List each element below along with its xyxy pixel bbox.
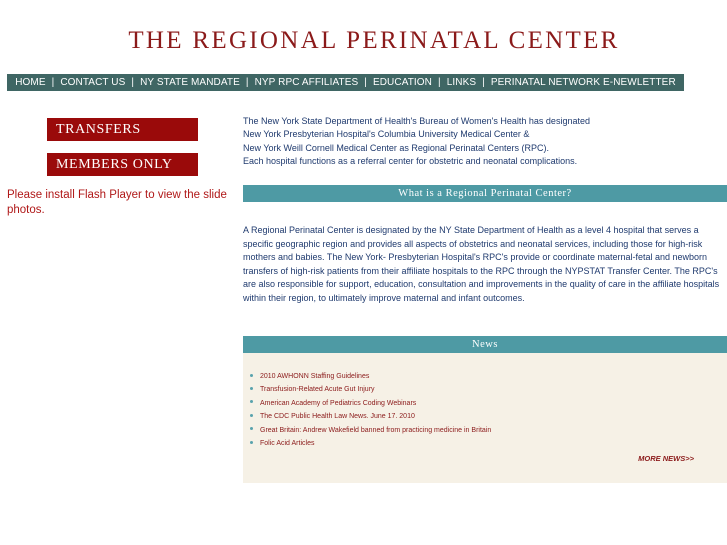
more-news-link[interactable]: MORE NEWS>> bbox=[638, 454, 694, 463]
nav-separator: | bbox=[364, 77, 367, 88]
flash-player-message: Please install Flash Player to view the slide photos. bbox=[7, 189, 227, 216]
news-heading: News bbox=[243, 336, 727, 353]
intro-line: New York Weill Cornell Medical Center as Regional Perinatal Centers (RPC). bbox=[243, 142, 549, 153]
news-item-label[interactable]: The CDC Public Health Law News. June 17. 2010 bbox=[260, 413, 415, 421]
news-item[interactable] bbox=[250, 410, 491, 423]
news-item[interactable] bbox=[250, 424, 491, 437]
bullet-icon bbox=[250, 387, 253, 390]
bullet-icon bbox=[250, 374, 253, 377]
main-nav bbox=[7, 74, 684, 91]
nav-separator: | bbox=[438, 77, 441, 88]
nav-separator: | bbox=[245, 77, 249, 88]
nav-separator: | bbox=[51, 77, 55, 88]
nav-links[interactable]: LINKS bbox=[446, 77, 477, 88]
nav-separator: | bbox=[482, 77, 485, 88]
news-item-label[interactable]: Folic Acid Articles bbox=[260, 440, 315, 448]
bullet-icon bbox=[250, 441, 253, 444]
what-is-rpc-heading: What is a Regional Perinatal Center? bbox=[243, 185, 727, 202]
news-item[interactable] bbox=[250, 383, 491, 396]
nav-contact-us[interactable]: CONTACT US bbox=[60, 77, 126, 88]
news-item-label[interactable]: Great Britain: Andrew Wakefield banned from practicing medicine in Britain bbox=[260, 426, 492, 434]
bullet-icon bbox=[250, 400, 253, 403]
news-list bbox=[250, 370, 491, 450]
intro-line: Each hospital functions as a referral center for obstetric and neonatal complications. bbox=[243, 155, 578, 166]
nav-ny-state-mandate[interactable]: NY STATE MANDATE bbox=[140, 77, 240, 88]
nav-home[interactable]: HOME bbox=[15, 77, 46, 88]
news-item-label[interactable]: American Academy of Pediatrics Coding Webinars bbox=[260, 399, 417, 407]
news-item-label[interactable]: Transfusion-Related Acute Gut Injury bbox=[260, 386, 375, 394]
news-panel bbox=[243, 353, 727, 483]
nav-separator: | bbox=[131, 77, 135, 88]
intro-line: New York Presbyterian Hospital's Columbia University Medical Center & bbox=[243, 129, 530, 140]
site-title: THE REGIONAL PERINATAL CENTER bbox=[128, 27, 620, 54]
nav-perinatal-newsletter[interactable]: PERINATAL NETWORK E-NEWLETTER bbox=[490, 77, 676, 88]
nav-nyp-rpc-affiliates[interactable]: NYP RPC AFFILIATES bbox=[254, 77, 359, 88]
news-item[interactable] bbox=[250, 397, 491, 410]
nav-education[interactable]: EDUCATION bbox=[372, 77, 433, 88]
rpc-description: A Regional Perinatal Center is designated by the NY State Department of Health as a level 4 hospital that serves a specific geographic region and provides all aspects of obstetrics and neonatal services, including those for high-risk mothers and babies. The New York- Presbyterian Hospital's RPC's provide or coordinate maternal-fetal and newborn transfers of high-risk patients from their affiliate hospitals to the RPC through the NYPSTAT Transfer Center. The RPC's are also responsible for support, education, consultation and improvements in the quality of care in the affiliate hospitals within their region, to ultimately improve maternal and infant outcomes. bbox=[243, 225, 720, 303]
bullet-icon bbox=[250, 414, 253, 417]
bullet-icon bbox=[250, 427, 253, 430]
intro-text bbox=[243, 115, 713, 168]
news-item[interactable] bbox=[250, 437, 491, 450]
intro-line: The New York State Department of Health's Bureau of Women's Health has designated bbox=[243, 116, 590, 126]
news-item[interactable] bbox=[250, 370, 491, 383]
news-item-label[interactable]: 2010 AWHONN Staffing Guidelines bbox=[260, 373, 370, 380]
members-only-button[interactable]: MEMBERS ONLY bbox=[47, 153, 198, 176]
transfers-button[interactable]: TRANSFERS bbox=[47, 118, 198, 141]
